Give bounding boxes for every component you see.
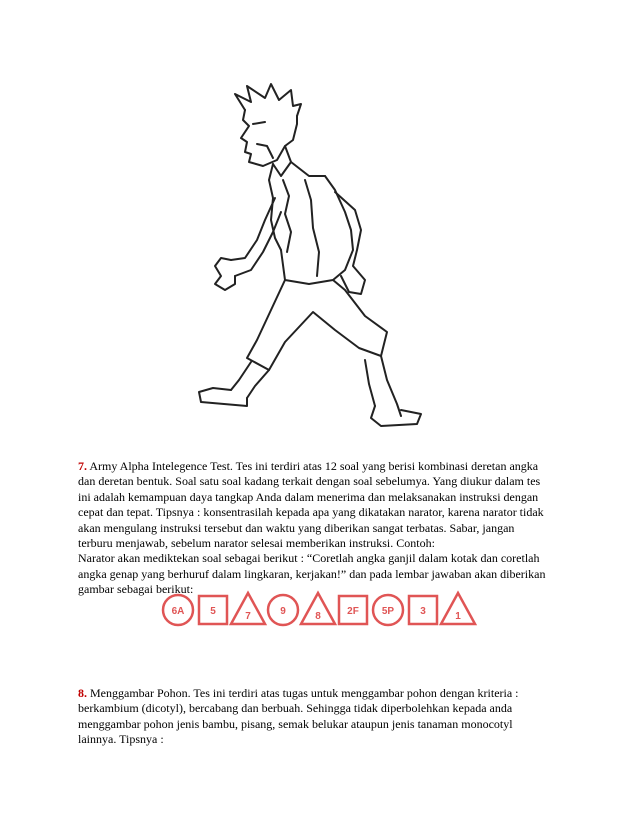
shape-square [339, 596, 367, 624]
shape-label: 7 [245, 611, 251, 622]
section-8-number: 8. [78, 686, 87, 700]
text-line: gambar sebagai berikut: [78, 582, 194, 597]
text-line: angka genap yang berhuruf dalam lingkaran, kerjakan!” dan pada lembar jawaban akan diberikan [78, 566, 546, 581]
shape-triangle [301, 593, 335, 624]
text-line: akan mengulang instruksi tersebut dan waktu yang diberikan sangat terbatas. Sabar, jangan [78, 520, 515, 535]
shape-label: 1 [455, 611, 461, 622]
shape-label: 5 [210, 606, 216, 617]
text-line: ini adalah kemampuan daya tangkap Anda dalam menerima dan melaksanakan instruksi dengan [78, 489, 539, 504]
section-7-number: 7. [78, 459, 87, 473]
shape-circle [373, 595, 403, 625]
shape-circle [163, 595, 193, 625]
shape-triangle [231, 593, 265, 624]
text-line: Army Alpha Intelegence Test. Tes ini terdiri atas 12 soal yang berisi kombinasi deretan angka [87, 459, 539, 473]
shape-label: 9 [280, 606, 286, 617]
shape-square [199, 596, 227, 624]
text-line: menggambar pohon jenis bambu, pisang, semak belukar ataupun jenis tanaman monocotyl [78, 716, 513, 731]
section-7-paragraph [78, 459, 568, 598]
text-line: Narator akan mediktekan soal sebagai berikut : “Coretlah angka ganjil dalam kotak dan coretlah [78, 551, 540, 566]
text-line: cepat dan tepat. Tipsnya : konsentrasilah kepada apa yang dikatakan narator, karena narator tidak [78, 505, 544, 520]
text-line: terburu menjawab, sebelum narator selesai memberikan instruksi. Contoh: [78, 536, 435, 551]
text-line: dan deretan bentuk. Soal satu soal kadang terkait dengan soal sebelumya. Yang diukur dalam tes [78, 474, 541, 489]
section-8-paragraph [78, 686, 568, 748]
shape-label: 6A [171, 606, 185, 617]
shape-label: 3 [420, 606, 426, 617]
walking-man-illustration [185, 80, 475, 450]
text-line: lainnya. Tipsnya : [78, 732, 164, 747]
example-shapes-row [160, 589, 490, 631]
text-line: berkambium (dicotyl), bercabang dan berbuah. Sehingga tidak diperbolehkan kepada anda [78, 701, 513, 716]
shape-label: 5P [381, 606, 395, 617]
shape-circle [268, 595, 298, 625]
shape-square [409, 596, 437, 624]
text-line: Menggambar Pohon. Tes ini terdiri atas tugas untuk menggambar pohon dengan kriteria : [87, 686, 519, 700]
shape-label: 8 [315, 611, 321, 622]
shape-label: 2F [347, 606, 359, 617]
shape-triangle [441, 593, 475, 624]
